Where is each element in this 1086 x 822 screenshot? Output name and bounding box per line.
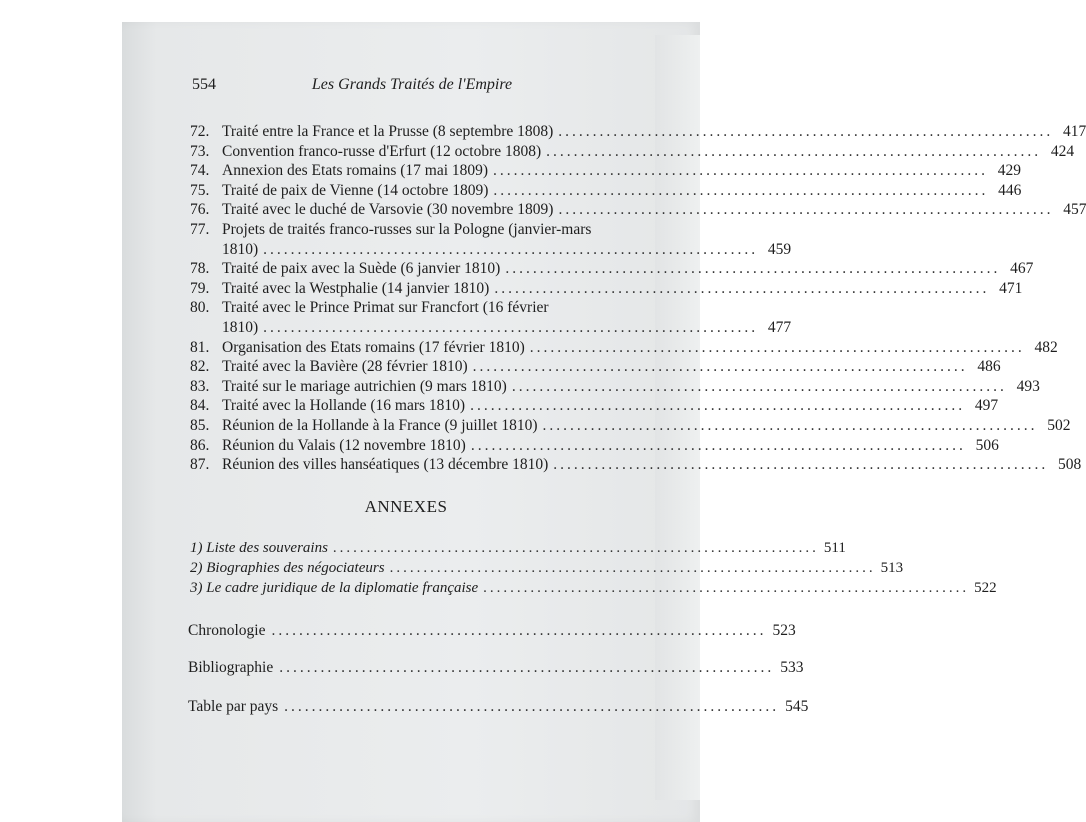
- entry-title: Traité de paix de Vienne (14 octobre 1809): [222, 181, 489, 199]
- dot-leader: ........................................................................: [284, 698, 780, 715]
- entry-title: Traité avec le Prince Primat sur Francfort (16 février: [222, 299, 549, 317]
- entry-title: Traité entre la France et la Prusse (8 septembre 1808): [222, 123, 554, 140]
- dot-leader: ........................................................................: [493, 181, 989, 199]
- entry-title: Réunion du Valais (12 novembre 1810): [222, 436, 466, 454]
- annex-item: [190, 580, 997, 597]
- entry-number: 84.: [190, 397, 210, 415]
- entry-title: Traité avec la Hollande (16 mars 1810): [222, 397, 466, 415]
- toc-entry: [190, 436, 999, 456]
- entry-page: 417: [1063, 123, 1086, 140]
- annex-page: 511: [823, 540, 846, 556]
- annex-title: 2) Biographies des négociateurs: [190, 560, 385, 576]
- dot-leader: ........................................................................: [558, 201, 1054, 219]
- back-matter-item: [188, 622, 796, 640]
- dot-leader: ........................................................................: [470, 397, 966, 415]
- entry-title: Réunion des villes hanséatiques (13 décembre 1810): [222, 456, 549, 474]
- entry-title: Organisation des Etats romains (17 février 1810): [222, 338, 525, 356]
- back-matter-item: [188, 659, 804, 677]
- toc-entry: [190, 142, 1075, 162]
- entry-page: 467: [1010, 260, 1034, 278]
- entry-title: Traité de paix avec la Suède (6 janvier 1810): [222, 260, 501, 278]
- dot-leader: ........................................................................: [558, 123, 1054, 140]
- entry-page: 477: [767, 318, 792, 336]
- annex-item: [190, 540, 846, 557]
- dot-leader: ........................................................................: [483, 580, 970, 596]
- entry-title: Traité avec la Bavière (28 février 1810): [222, 358, 468, 376]
- dot-leader: ........................................................................: [472, 358, 968, 376]
- annex-title: 1) Liste des souverains: [190, 540, 328, 556]
- dot-leader: ........................................................................: [546, 142, 1042, 160]
- dot-leader: ........................................................................: [263, 240, 759, 258]
- entry-number: 74.: [190, 162, 210, 180]
- entry-page: 508: [1058, 456, 1082, 474]
- annex-page: 513: [880, 560, 904, 576]
- toc-list: [190, 122, 1086, 475]
- entry-page: 446: [998, 181, 1022, 199]
- entry-title: Traité avec le duché de Varsovie (30 novembre 1809): [222, 201, 554, 219]
- dot-leader: ........................................................................: [494, 279, 990, 297]
- toc-entry: [190, 396, 999, 416]
- entry-number: 81.: [190, 338, 210, 356]
- entry-page: 429: [997, 162, 1022, 180]
- entry-title: Annexion des Etats romains (17 mai 1809): [222, 162, 489, 180]
- back-matter-page: 523: [772, 622, 796, 639]
- entry-number: 73.: [190, 142, 210, 160]
- toc-entry: [190, 161, 1022, 181]
- dot-leader: ........................................................................: [389, 560, 876, 576]
- toc-entry: [190, 259, 1034, 279]
- entry-number: 78.: [190, 260, 210, 278]
- entry-title: Traité sur le mariage autrichien (9 mars 1810): [222, 377, 507, 395]
- back-matter-title: Chronologie: [188, 622, 266, 639]
- page-number: 554: [192, 76, 216, 93]
- entry-number: 76.: [190, 201, 210, 219]
- dot-leader: ........................................................................: [263, 318, 759, 336]
- entry-page: 506: [975, 436, 999, 454]
- dot-leader: ........................................................................: [271, 622, 767, 639]
- annexes-heading: ANNEXES: [364, 497, 448, 516]
- dot-leader: ........................................................................: [529, 338, 1025, 356]
- dot-leader: ........................................................................: [511, 377, 1007, 395]
- entry-page: 482: [1034, 338, 1058, 356]
- back-matter-item: [188, 698, 809, 716]
- entry-number: 77.: [190, 220, 210, 238]
- toc-entry: [190, 416, 1071, 436]
- entry-page: 486: [977, 358, 1001, 376]
- toc-entry: [190, 377, 1040, 397]
- toc-entry: [190, 122, 1086, 142]
- entry-number: 87.: [190, 456, 210, 474]
- entry-title: Traité avec la Westphalie (14 janvier 1810): [222, 279, 490, 297]
- entry-title: Réunion de la Hollande à la France (9 juillet 1810): [222, 416, 538, 434]
- entry-number: 82.: [190, 358, 210, 376]
- dot-leader: ........................................................................: [332, 540, 819, 556]
- entry-number: 72.: [190, 123, 210, 140]
- entry-number: 85.: [190, 416, 210, 434]
- entry-number: 80.: [190, 299, 210, 317]
- annex-page: 522: [974, 580, 997, 596]
- entry-number: 86.: [190, 436, 210, 454]
- entry-page: 471: [999, 279, 1023, 297]
- toc-entry: [190, 298, 622, 318]
- entry-page: 459: [767, 240, 792, 258]
- toc-entry: [190, 279, 1023, 299]
- entry-title-continuation: 1810): [222, 240, 259, 258]
- annex-title: 3) Le cadre juridique de la diplomatie française: [190, 580, 479, 596]
- toc-entry: [190, 357, 1001, 377]
- back-matter-page: 545: [785, 698, 809, 715]
- toc-entry-continuation: [190, 240, 792, 260]
- annex-item: [190, 560, 904, 577]
- toc-entry: [190, 338, 1058, 358]
- entry-number: 79.: [190, 279, 210, 297]
- entry-page: 493: [1016, 377, 1040, 395]
- entry-page: 502: [1047, 416, 1071, 434]
- entry-title: Convention franco-russe d'Erfurt (12 octobre 1808): [222, 142, 542, 160]
- dot-leader: ........................................................................: [493, 162, 989, 180]
- toc-entry-continuation: [190, 318, 792, 338]
- toc-entry: [190, 455, 1082, 475]
- dot-leader: ........................................................................: [470, 436, 966, 454]
- entry-number: 75.: [190, 181, 210, 199]
- back-matter-title: Table par pays: [188, 698, 279, 715]
- back-matter-page: 533: [780, 659, 804, 676]
- dot-leader: ........................................................................: [505, 260, 1001, 278]
- entry-page: 497: [974, 397, 999, 415]
- entry-number: 83.: [190, 377, 210, 395]
- entry-title-continuation: 1810): [222, 318, 259, 336]
- toc-entry: [190, 220, 622, 240]
- entry-page: 424: [1050, 142, 1075, 160]
- entry-page: 457: [1063, 201, 1086, 219]
- running-header: [192, 76, 632, 100]
- toc-entry: [190, 200, 1086, 220]
- dot-leader: ........................................................................: [553, 456, 1049, 474]
- entry-title: Projets de traités franco-russes sur la Pologne (janvier-mars: [222, 220, 592, 238]
- running-title: Les Grands Traités de l'Empire: [311, 76, 513, 93]
- dot-leader: ........................................................................: [279, 659, 775, 676]
- back-matter-title: Bibliographie: [188, 659, 274, 676]
- toc-entry: [190, 181, 1022, 201]
- dot-leader: ........................................................................: [542, 416, 1038, 434]
